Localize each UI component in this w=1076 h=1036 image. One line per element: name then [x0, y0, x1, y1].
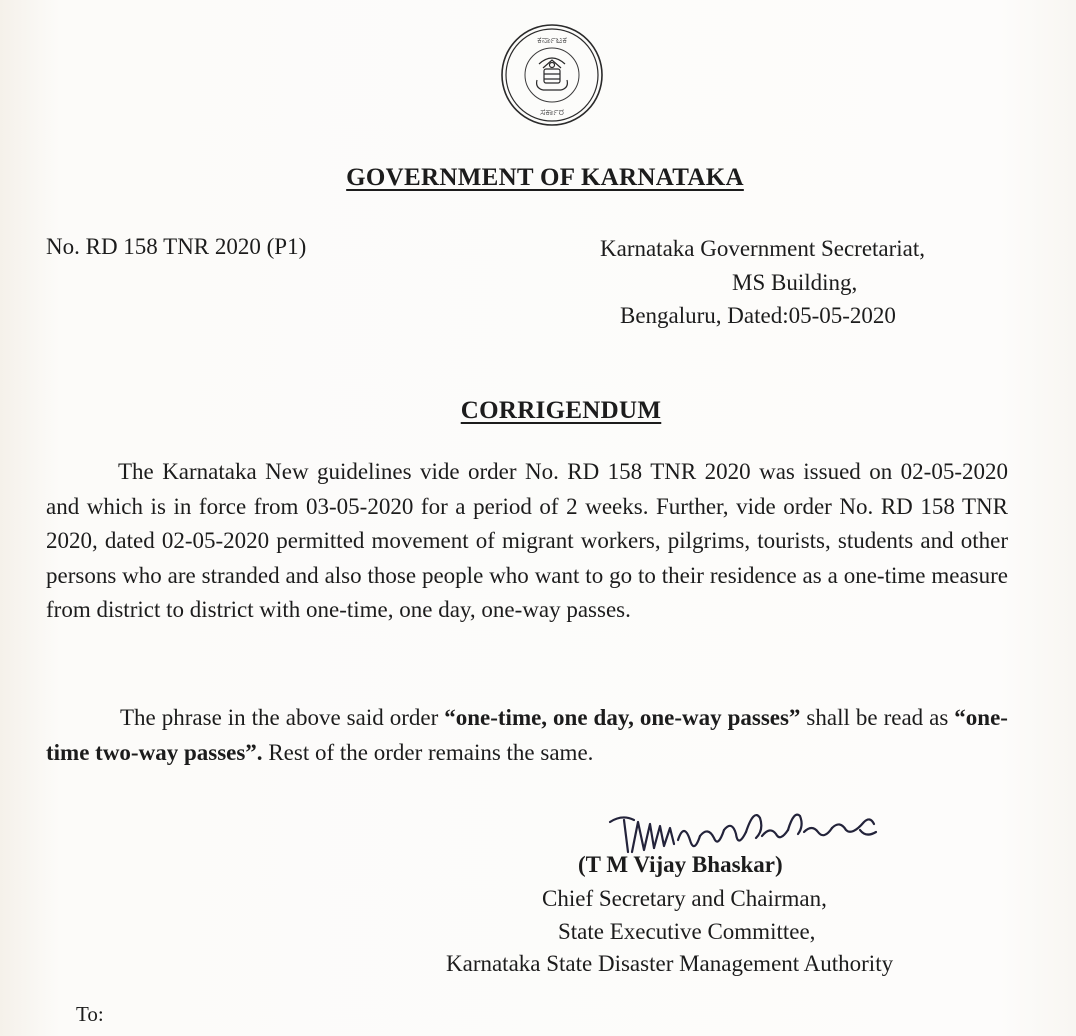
- signatory-name: (T M Vijay Bhaskar): [578, 852, 783, 877]
- paragraph-2-text-a: The phrase in the above said order: [120, 705, 445, 730]
- paragraph-2-text-c: Rest of the order remains the same.: [262, 739, 594, 765]
- paragraph-2-text-b: shall be read as: [800, 705, 955, 730]
- seal-bottom-text: ಸರ್ಕಾರ: [540, 107, 564, 118]
- address-line-3: Bengaluru, Dated:05-05-2020: [620, 303, 896, 328]
- paragraph-1: The Karnataka New guidelines vide order No. RD 158 TNR 2020 was issued on 02-05-2020 and which is in force from 03-05-2020 for a period of 2 weeks. Further, vide order No. RD 158 TNR 2020, dated 02-05-2020 permitted movement of migrant workers, pilgrims, tourists, students and other persons who are stranded and also those people who want to go to their residence as a one-time measure from district to district with one-time, one day, one-way passes.: [46, 459, 1008, 622]
- karnataka-emblem-seal: [499, 22, 605, 128]
- paragraph-2-phrase-corrected: “one-time two-way passes”.: [46, 705, 1008, 765]
- seal-top-text: ಕರ್ನಾಟಕ: [537, 35, 567, 46]
- address-line-1: Karnataka Government Secretariat,: [600, 236, 926, 261]
- signatory-designation-3: Karnataka State Disaster Management Authority: [446, 951, 894, 976]
- reference-number: No. RD 158 TNR 2020 (P1): [46, 234, 307, 259]
- signatory-designation-2: State Executive Committee,: [558, 919, 816, 944]
- paragraph-2-phrase-original: “one-time, one day, one-way passes”: [444, 705, 801, 730]
- to-label: To:: [76, 1002, 104, 1026]
- address-line-2: MS Building,: [732, 270, 858, 295]
- corrigendum-title: CORRIGENDUM: [460, 397, 662, 424]
- signatory-designation-1: Chief Secretary and Chairman,: [542, 886, 827, 911]
- government-title: GOVERNMENT OF KARNATAKA: [346, 164, 744, 191]
- paragraph-2: [46, 701, 1008, 770]
